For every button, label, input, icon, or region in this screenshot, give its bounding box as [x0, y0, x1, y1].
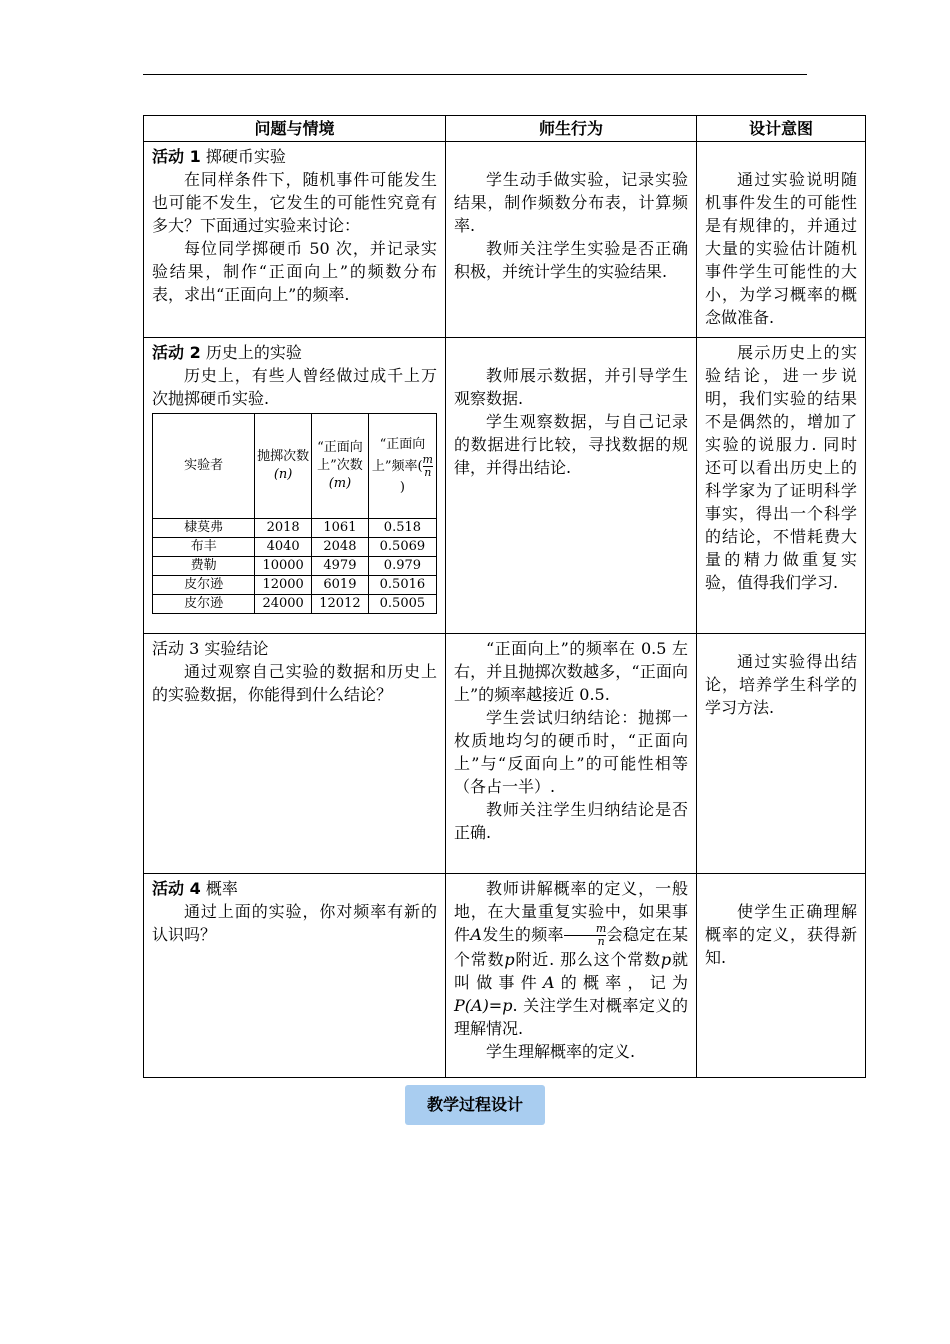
header-rule: [143, 74, 807, 75]
activity-1-title: 活动 1 掷硬币实验: [152, 147, 286, 166]
activity-1-situation: 活动 1 掷硬币实验 在同样条件下，随机事件可能发生也可能不发生，它发生的可能性究竟有多大？下面通过实验来讨论： 每位同学掷硬币 50 次，并记录实验结果，制作“正面向上”的频数分布表，求出“正面向上”的频率.: [144, 142, 446, 338]
table-header-row: [144, 116, 866, 142]
activity-2-behavior: 教师展示数据，并引导学生观察数据. 学生观察数据，与自己记录的数据进行比较，寻找数据的规律，并得出结论.: [446, 338, 697, 634]
activity-4-intent: 使学生正确理解概率的定义，获得新知.: [697, 874, 866, 1078]
table-row: 布丰 4040 2048 0.5069: [153, 538, 437, 557]
activity-2-title: 活动 2 历史上的实验: [152, 343, 302, 362]
table-row-activity-2: [144, 338, 866, 634]
activity-3-intent: 通过实验得出结论，培养学生科学的学习方法.: [697, 634, 866, 874]
col-frequency: “正面向上”频率( $\frac{m}{n}$ ): [368, 414, 436, 519]
activity-4-behavior: 教师讲解概率的定义，一般地，在大量重复实验中，如果事件A发生的频率 $\frac{m}{n}$ 会稳定在某个常数p附近. 那么这个常数p就叫做事件A的概率，记为P(A)=p. 关注学生对概率定义的理解情况. 学生理解概率的定义.: [446, 874, 697, 1078]
header-intent: 设计意图: [697, 116, 866, 142]
teaching-process-banner: 教学过程设计: [405, 1085, 545, 1125]
history-header-row: [153, 414, 437, 519]
lesson-design-table: [143, 115, 866, 1078]
header-situation: 问题与情境: [144, 116, 446, 142]
col-experimenter: 实验者: [153, 414, 255, 519]
fraction-m-over-n: $\frac{m}{n}$: [422, 452, 433, 479]
activity-2-intent: 展示历史上的实验结论，进一步说明，我们实验的结果不是偶然的，增加了实验的说服力. 同时还可以看出历史上的科学家为了证明科学事实，得出一个科学的结论，不惜耗费大量的精力做重复实验，值得我们学习.: [697, 338, 866, 634]
table-row-activity-1: [144, 142, 866, 338]
activity-1-intent: 通过实验说明随机事件发生的可能性是有规律的，并通过大量的实验估计随机事件学生可能性的大小，为学习概率的概念做准备.: [697, 142, 866, 338]
activity-4-title: 活动 4 概率: [152, 879, 238, 898]
table-row: 皮尔逊 12000 6019 0.5016: [153, 576, 437, 595]
activity-3-behavior: “正面向上”的频率在 0.5 左右，并且抛掷次数越多，“正面向上”的频率越接近 0.5. 学生尝试归纳结论：抛掷一枚质地均匀的硬币时，“正面向上”与“反面向上”的可能性相等（各占一半）. 教师关注学生归纳结论是否正确.: [446, 634, 697, 874]
col-heads: “正面向上”次数 (m): [312, 414, 369, 519]
header-behavior: 师生行为: [446, 116, 697, 142]
table-row: 棣莫弗 2018 1061 0.518: [153, 519, 437, 538]
table-row: 皮尔逊 24000 12012 0.5005: [153, 595, 437, 614]
activity-3-situation: 活动 3 实验结论 通过观察自己实验的数据和历史上的实验数据，你能得到什么结论？: [144, 634, 446, 874]
history-coin-table: [152, 413, 437, 614]
activity-1-behavior: 学生动手做实验，记录实验结果，制作频数分布表，计算频率. 教师关注学生实验是否正确积极，并统计学生的实验结果.: [446, 142, 697, 338]
activity-3-title: 活动 3 实验结论: [152, 639, 269, 658]
fraction-m-over-n: $\frac{m}{n}$: [564, 923, 606, 948]
activity-2-situation: 活动 2 历史上的实验 历史上，有些人曾经做过成千上万次抛掷硬币实验. 实验者 抛掷次数 (n) “正面向上”次数 (m) “正面向上”频率( $\frac{m}{n}$ ) 棣莫弗 2018 1061 0.518 布丰 4040 2048 0.5069 费勒 10000 4979 0.979 皮尔逊 12000 6019 0.5016 皮尔逊 24000 12012 0.5005: [144, 338, 446, 634]
table-row: 费勒 10000 4979 0.979: [153, 557, 437, 576]
activity-4-situation: 活动 4 概率 通过上面的实验，你对频率有新的认识吗？: [144, 874, 446, 1078]
table-row-activity-4: [144, 874, 866, 1078]
table-row-activity-3: [144, 634, 866, 874]
col-throws: 抛掷次数 (n): [255, 414, 312, 519]
